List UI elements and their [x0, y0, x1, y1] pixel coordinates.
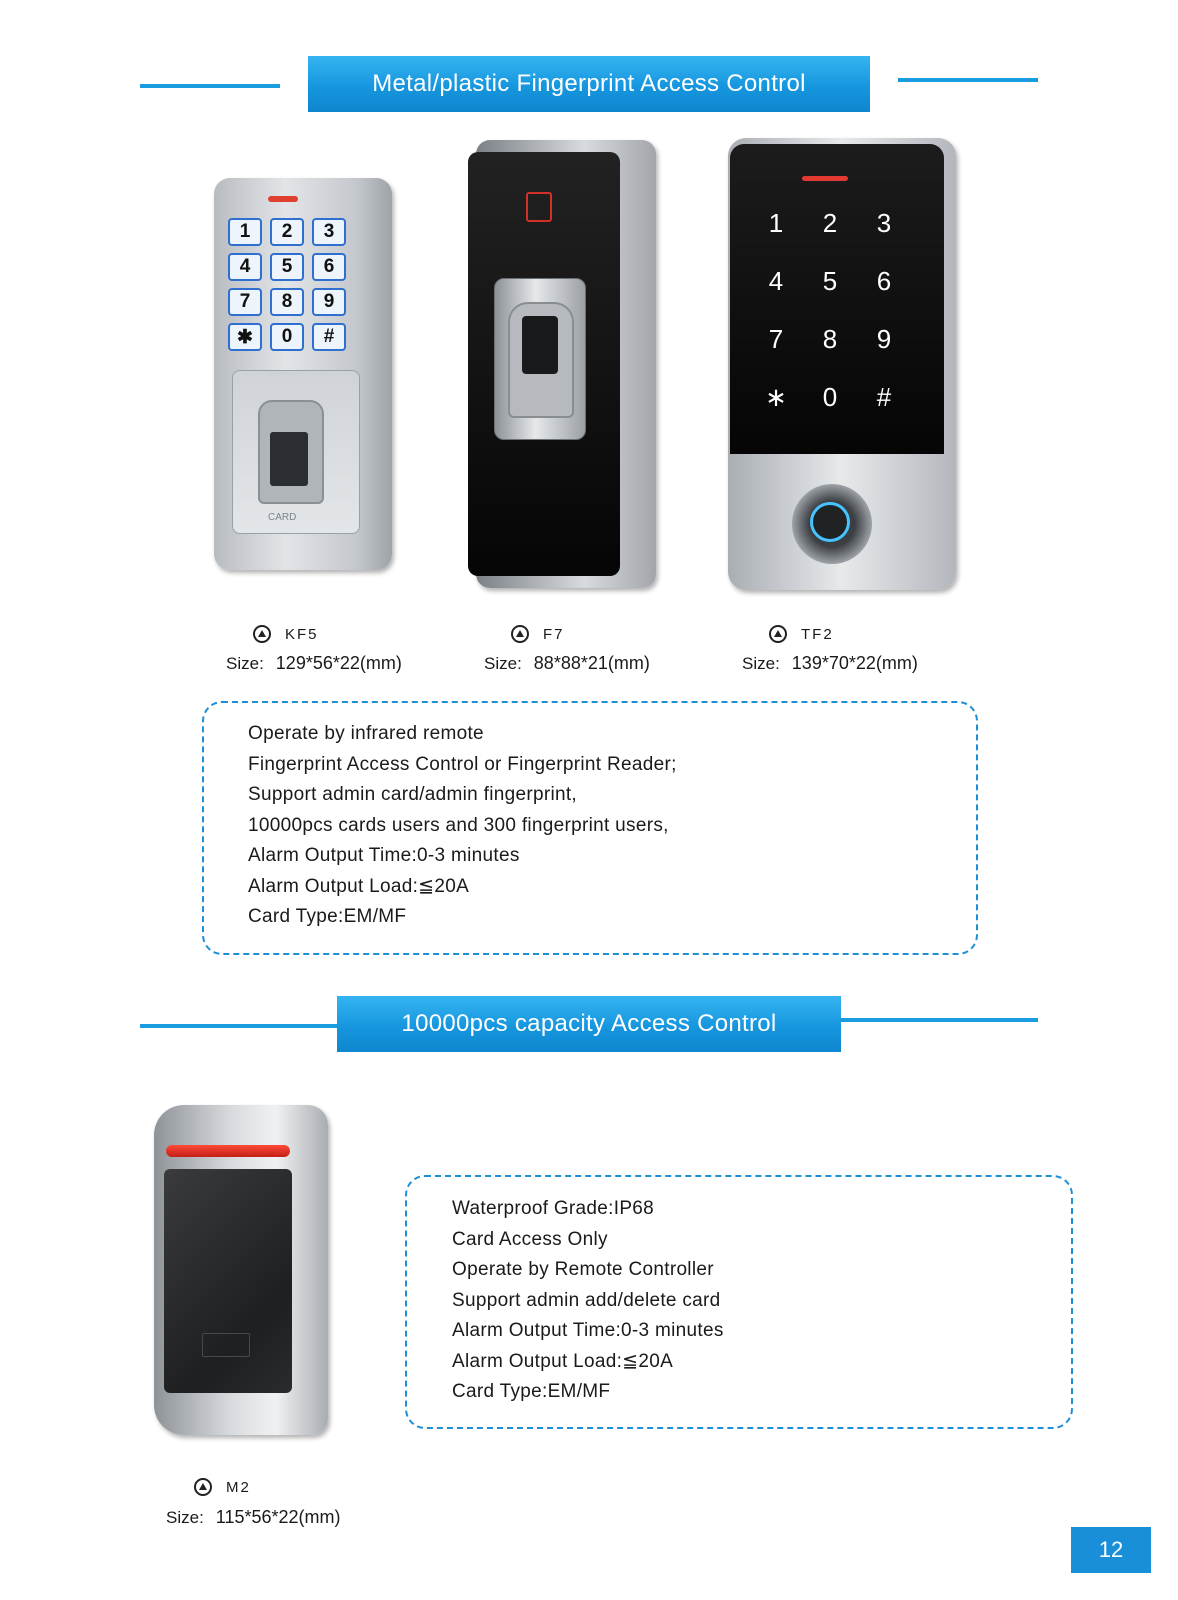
triangle-up-icon — [194, 1478, 212, 1496]
tf2-key: 4 — [768, 266, 784, 296]
feature-item: Card Access Only — [452, 1228, 608, 1250]
model-label-m2: M2 — [194, 1478, 251, 1496]
size-f7: Size: 88*88*21(mm) — [484, 653, 650, 673]
features-list-2 — [452, 1194, 724, 1408]
tf2-key: 9 — [876, 324, 892, 354]
kf5-key: 2 — [270, 218, 304, 246]
kf5-key: 1 — [228, 218, 262, 246]
feature-item: Waterproof Grade:IP68 — [452, 1198, 655, 1219]
tf2-key: 6 — [876, 266, 892, 296]
triangle-up-icon — [253, 625, 271, 643]
size-tf2: Size: 139*70*22(mm) — [742, 653, 918, 673]
feature-item: Card Type:EM/MF — [248, 906, 407, 927]
kf5-key: 0 — [270, 323, 304, 351]
size-kf5: Size: 129*56*22(mm) — [226, 653, 402, 673]
feature-item: Operate by Remote Controller — [452, 1259, 714, 1280]
product-image-kf5 — [214, 178, 392, 570]
triangle-up-icon — [769, 625, 787, 643]
feature-item: Fingerprint Access Control or Fingerprint Reader; — [248, 753, 677, 775]
feature-item: Alarm Output Time:0-3 minutes — [452, 1320, 724, 1341]
product-image-m2 — [154, 1097, 330, 1442]
section-title-fingerprint: Metal/plastic Fingerprint Access Control — [308, 56, 870, 112]
triangle-up-icon — [511, 625, 529, 643]
kf5-key: ✱ — [228, 323, 262, 351]
model-label-kf5: KF5 — [253, 625, 319, 643]
header-rule-left — [140, 84, 280, 88]
kf5-key: 7 — [228, 288, 262, 316]
tf2-key: 7 — [768, 324, 784, 354]
size-m2: Size: 115*56*22(mm) — [166, 1507, 341, 1527]
kf5-key: 6 — [312, 253, 346, 281]
tf2-key: 1 — [768, 208, 784, 238]
feature-item: Alarm Output Load:≦20A — [248, 875, 470, 897]
features-list-1 — [248, 719, 677, 933]
tf2-key: # — [876, 382, 892, 412]
header-rule-right — [898, 78, 1038, 82]
kf5-key: 3 — [312, 218, 346, 246]
feature-item: Support admin card/admin fingerprint, — [248, 784, 577, 805]
kf5-key: 9 — [312, 288, 346, 316]
kf5-card-label: CARD — [268, 512, 297, 523]
page-number: 12 — [1071, 1527, 1151, 1573]
feature-item: Support admin add/delete card — [452, 1289, 721, 1311]
feature-item: Alarm Output Load:≦20A — [452, 1350, 674, 1372]
tf2-key: 2 — [822, 208, 838, 238]
kf5-key: 8 — [270, 288, 304, 316]
product-image-tf2 — [728, 138, 958, 590]
section-title-capacity: 10000pcs capacity Access Control — [337, 996, 841, 1052]
tf2-key: 3 — [876, 208, 892, 238]
feature-item: Operate by infrared remote — [248, 723, 484, 744]
tf2-key: 0 — [822, 382, 838, 412]
kf5-key: # — [312, 323, 346, 351]
feature-item: 10000pcs cards users and 300 fingerprint users, — [248, 814, 669, 836]
model-label-f7: F7 — [511, 625, 565, 643]
tf2-key: 5 — [822, 266, 838, 296]
header-rule-right — [836, 1018, 1038, 1022]
feature-item: Alarm Output Time:0-3 minutes — [248, 845, 520, 866]
product-image-f7 — [468, 138, 656, 588]
feature-item: Card Type:EM/MF — [452, 1381, 611, 1402]
tf2-key: 8 — [822, 324, 838, 354]
tf2-key: ∗ — [765, 382, 787, 412]
kf5-key: 4 — [228, 253, 262, 281]
model-label-tf2: TF2 — [769, 625, 834, 643]
header-rule-left — [140, 1024, 340, 1028]
kf5-key: 5 — [270, 253, 304, 281]
